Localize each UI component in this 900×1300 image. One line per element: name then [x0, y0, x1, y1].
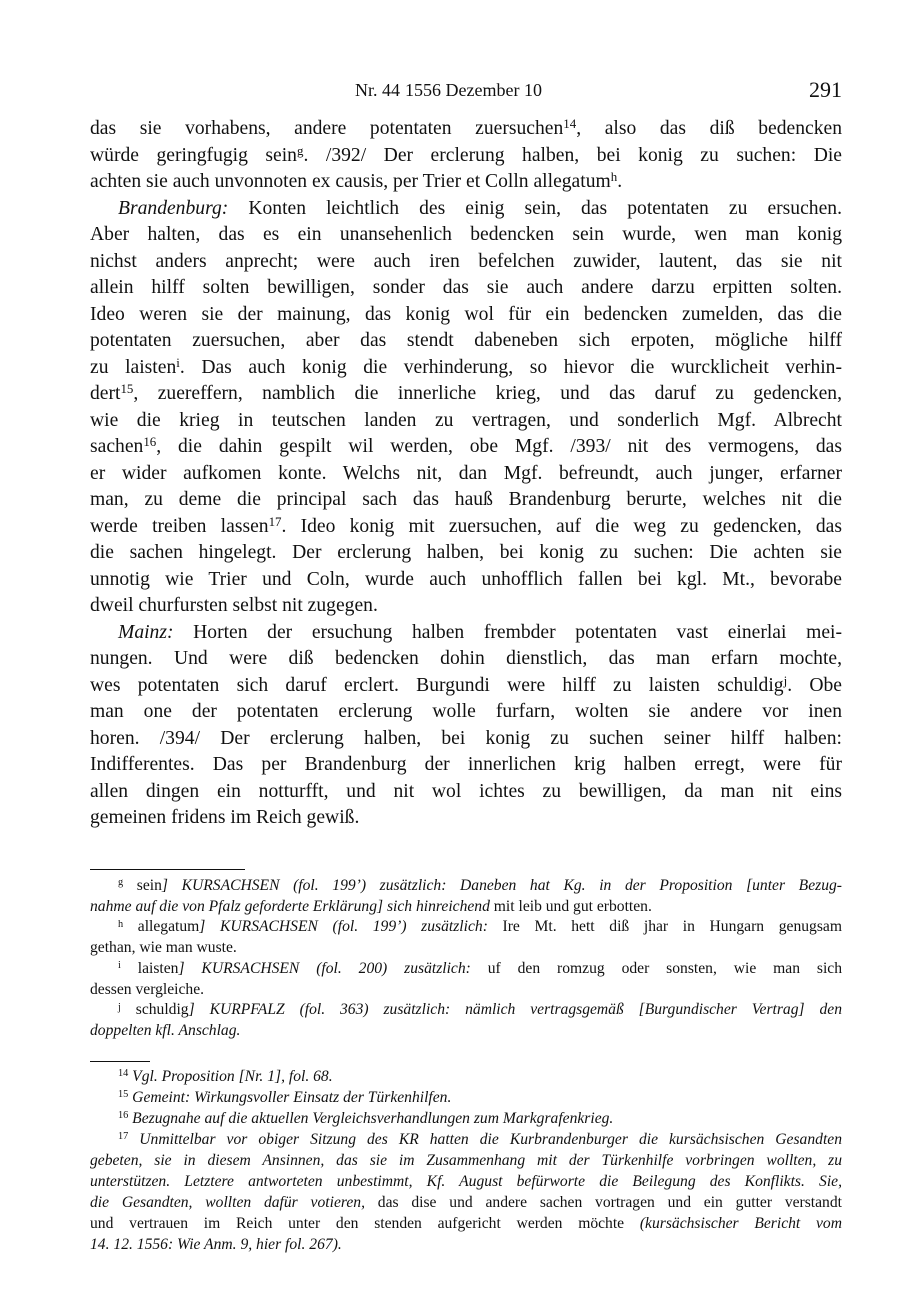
text-run: wie die krieg in teutschen landen zu vertragen, und sonderlich Mgf. Albrecht: [90, 409, 842, 431]
note-marker: i: [118, 960, 121, 972]
text-line: [90, 1213, 842, 1234]
footnote: [90, 1108, 842, 1129]
note-marker: g: [296, 142, 304, 158]
text-run: nungen. Und were diß bedencken dohin dienstlich, das man erfarn mochte,: [90, 648, 842, 669]
text-run: nichst anders anprecht; were auch iren befelchen zuwider, lautent, das sie nit: [90, 250, 842, 272]
text-line: [90, 752, 842, 779]
footnote: [90, 1066, 842, 1087]
text-run: . Obe: [787, 674, 842, 696]
text-line: [90, 673, 842, 700]
text-line: [90, 355, 842, 382]
note-marker: j: [118, 1001, 121, 1013]
note-marker: 15: [118, 1089, 129, 1101]
italic-text: doppelten kfl. Anschlag.: [90, 1021, 241, 1039]
text-run: gemeinen fridens im Reich gewiß.: [90, 807, 360, 828]
text-run: Ideo weren sie der mainung, das konig wol für ein bedencken zumelden, das die: [90, 303, 842, 325]
italic-text: Mainz:: [118, 621, 174, 643]
text-line: [90, 620, 842, 647]
text-run: .: [617, 171, 623, 192]
text-line: [90, 1066, 842, 1087]
text-run: horen. /394/ Der erclerung halben, bei konig zu suchen seiner hilff halben:: [90, 727, 842, 749]
italic-text: Brandenburg:: [118, 197, 229, 219]
text-line: [90, 567, 842, 594]
paragraph: [90, 196, 842, 620]
text-line: [90, 275, 842, 302]
text-line: [90, 196, 842, 223]
italic-text: die Gesandten, wollten dafür votieren,: [90, 1194, 365, 1211]
text-line: [90, 408, 842, 435]
text-run: . Das auch konig die verhinderung, so hievor die wurcklicheit verhin-: [179, 356, 843, 378]
italic-text: Unmittelbar vor obiger Sitzung des KR hatten die Kurbrandenburger die kursächsischen Gesandten: [128, 1131, 842, 1148]
text-line: [90, 938, 842, 959]
text-line: [90, 1150, 842, 1171]
commentary-footnotes: [90, 1066, 842, 1255]
italic-text: (kursächsischer Bericht vom: [639, 1215, 842, 1232]
italic-text: Bezugnahe auf die aktuellen Vergleichsverhandlungen zum Markgrafenkrieg.: [128, 1110, 614, 1127]
text-run: Konten leichtlich des einig sein, das potentaten zu ersuchen.: [228, 197, 842, 219]
text-line: [90, 461, 842, 488]
note-marker: 15: [120, 381, 134, 397]
text-line: [90, 169, 842, 196]
text-run: und vertrauen im Reich unter den stenden aufgericht werden möchte: [90, 1215, 640, 1232]
text-run: , also das diß bedencken: [576, 118, 843, 139]
text-line: [90, 540, 842, 567]
text-run: die sachen hingelegt. Der erclerung halben, bei konig zu suchen: Die achten sie: [90, 542, 842, 563]
text-line: [90, 876, 842, 897]
text-run: sachen: [90, 436, 144, 457]
text-run: Ire Mt. hett diß jhar in Hungarn genugsam: [487, 918, 842, 936]
text-run: dert: [90, 383, 121, 404]
note-marker: 17: [268, 513, 282, 529]
text-line: [90, 302, 842, 329]
italic-text: Vgl. Proposition [Nr. 1], fol. 68.: [128, 1068, 333, 1085]
text-run: mit leib und gut erbotten.: [489, 897, 652, 915]
note-marker: 16: [143, 434, 157, 450]
text-run: laisten: [120, 959, 179, 977]
text-run: er wider aufkomen konte. Welchs nit, dan Mgf. befreundt, auch junger, erfarner: [90, 462, 842, 484]
text-run: würde geringfugig sein: [90, 144, 297, 166]
footnote: [90, 917, 842, 958]
text-line: [90, 1171, 842, 1192]
main-text: [90, 116, 842, 832]
text-run: sein: [123, 877, 162, 894]
text-run: das sie vorhabens, andere potentaten zuersuchen: [90, 118, 564, 139]
text-run: , zuereffern, namblich die innerliche krieg, und das daruf zu gedencken,: [133, 383, 842, 404]
italic-text: ] KURPFALZ (fol. 363) zusätzlich: nämlich vertragsgemäß [Burgundischer Vertrag] den: [188, 1001, 843, 1019]
text-line: [90, 1234, 842, 1255]
text-run: werde treiben lassen: [90, 515, 269, 537]
text-line: [90, 897, 842, 918]
text-line: [90, 116, 842, 143]
text-line: [90, 699, 842, 726]
text-line: [90, 1129, 842, 1150]
footnote-divider-textual: [90, 869, 245, 870]
text-run: potentaten zuersuchen, aber das stendt dabeneben sich erpoten, mögliche hilff: [90, 330, 842, 351]
text-run: Indifferentes. Das per Brandenburg der innerlichen krig halben erregt, were für: [90, 754, 842, 775]
text-run: das dise und andere sachen vortragen und ein gutter verstandt: [364, 1194, 842, 1211]
text-line: [90, 593, 842, 620]
text-run: achten sie auch unvonnoten ex causis, per Trier et Colln allegatum: [90, 171, 611, 192]
running-head-number: Nr. 44: [355, 80, 400, 100]
note-marker: h: [118, 918, 124, 930]
text-run: zu laisten: [90, 356, 177, 378]
note-marker: j: [783, 672, 788, 688]
note-marker: g: [118, 877, 124, 889]
text-line: [90, 779, 842, 806]
text-line: [90, 487, 842, 514]
text-line: [90, 980, 842, 1001]
text-line: [90, 959, 842, 980]
text-run: . Ideo konig mit zuersuchen, auf die weg zu gedencken, das: [281, 515, 842, 537]
footnote: [90, 876, 842, 917]
footnote-divider-commentary: [90, 1061, 150, 1062]
text-run: , die dahin gespilt wil werden, obe Mgf. /393/ nit des vermogens, das: [156, 436, 842, 457]
note-marker: 16: [118, 1110, 129, 1122]
text-line: [90, 1000, 842, 1021]
text-line: [90, 434, 842, 461]
text-run: unnotig wie Trier und Coln, wurde auch unhofflich fallen bei kgl. Mt., bevorabe: [90, 568, 842, 590]
text-line: [90, 143, 842, 170]
italic-text: ] KURSACHSEN (fol. 199’) zusätzlich: Daneben hat Kg. in der Proposition [unter Bezug-: [161, 877, 842, 894]
italic-text: nahme auf die von Pfalz geforderte Erklärung] sich hinreichend: [90, 897, 490, 915]
text-run: man, zu deme die principal sach das hauß Brandenburg berurte, welches nit die: [90, 489, 842, 510]
page-number: 291: [809, 77, 842, 102]
footnote: [90, 1087, 842, 1108]
note-marker: 17: [118, 1131, 129, 1143]
text-line: [90, 328, 842, 355]
italic-text: Gemeint: Wirkungsvoller Einsatz der Türkenhilfen.: [128, 1089, 452, 1106]
footnote: [90, 1129, 842, 1255]
text-line: [90, 1087, 842, 1108]
footnote: [90, 959, 842, 1000]
text-line: [90, 222, 842, 249]
text-run: gethan, wie man wuste.: [90, 939, 237, 957]
text-run: man one der potentaten erclerung wolle furfarn, wolten sie andere vor inen: [90, 701, 842, 722]
text-run: Aber halten, das es ein unansehenlich bedencken sein wurde, wen man konig: [90, 224, 842, 245]
text-line: [90, 1192, 842, 1213]
paragraph: [90, 116, 842, 196]
note-marker: h: [610, 169, 618, 185]
textual-footnotes: [90, 876, 842, 1042]
footnote: [90, 1000, 842, 1041]
text-line: [90, 381, 842, 408]
text-line: [90, 514, 842, 541]
text-run: allegatum: [123, 918, 200, 936]
running-head-date: 1556 Dezember 10: [405, 80, 542, 100]
text-line: [90, 917, 842, 938]
text-run: Horten der ersuchung halben frembder potentaten vast einerlai mei-: [173, 621, 842, 643]
text-run: allen dingen ein notturfft, und nit wol ichtes zu bewilligen, da man nit eins: [90, 780, 842, 802]
italic-text: ] KURSACHSEN (fol. 199’) zusätzlich:: [199, 918, 488, 936]
text-run: uf den romzug oder sonsten, wie man sich: [470, 959, 843, 977]
text-line: [90, 1108, 842, 1129]
italic-text: ] KURSACHSEN (fol. 200) zusätzlich:: [178, 959, 471, 977]
text-line: [90, 726, 842, 753]
note-marker: 14: [563, 116, 577, 132]
text-line: [90, 249, 842, 276]
text-run: schuldig: [120, 1001, 189, 1019]
text-run: allein hilff solten bewilligen, sonder das sie auch andere darzu erpitten solten.: [90, 277, 842, 298]
note-marker: i: [176, 354, 180, 370]
note-marker: 14: [118, 1068, 129, 1080]
text-line: [90, 646, 842, 673]
text-run: wes potentaten sich daruf erclert. Burgundi were hilff zu laisten schuldig: [90, 674, 784, 696]
italic-text: gebeten, sie in diesem Ansinnen, das sie im Zusammenhang mit der Türkenhilfe vorbringen wollten, zu: [90, 1152, 842, 1169]
paragraph: [90, 620, 842, 832]
text-run: . /392/ Der erclerung halben, bei konig zu suchen: Die: [303, 144, 842, 166]
text-line: [90, 1021, 842, 1042]
italic-text: unterstützen. Letztere antworteten unbestimmt, Kf. August befürworte die Beilegung des Konflikts. Sie,: [90, 1173, 842, 1190]
text-run: dweil churfursten selbst nit zugegen.: [90, 595, 378, 616]
text-line: [90, 805, 842, 832]
italic-text: 14. 12. 1556: Wie Anm. 9, hier fol. 267).: [90, 1236, 342, 1253]
text-run: dessen vergleiche.: [90, 980, 205, 998]
